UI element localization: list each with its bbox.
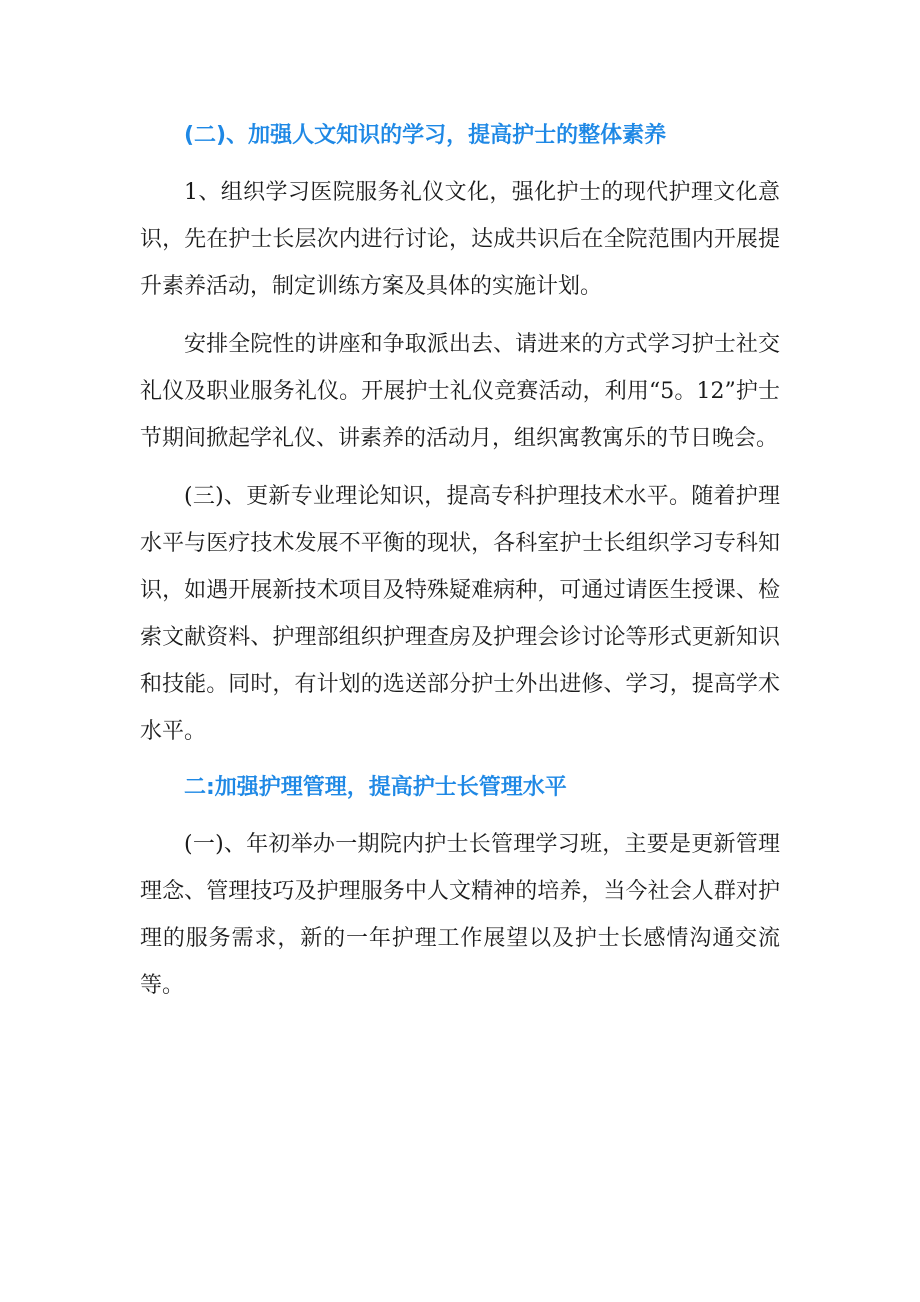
paragraph-lectures-and-contest: 安排全院性的讲座和争取派出去、请进来的方式学习护士社交礼仪及职业服务礼仪。开展护士礼仪竞赛活动，利用“5。12”护士节期间掀起学礼仪、讲素养的活动月，组织寓教寓乐的节日晚会。 — [140, 332, 780, 451]
paragraph-head-nurse-training: (一)、年初举办一期院内护士长管理学习班，主要是更新管理理念、管理技巧及护理服务中人文精神的培养，当今社会人群对护理的服务需求，新的一年护理工作展望以及护士长感情沟通交流等。 — [140, 832, 780, 998]
paragraph-etiquette-training: 1、组织学习医院服务礼仪文化，强化护士的现代护理文化意识，先在护士长层次内进行讨论，达成共识后在全院范围内开展提升素养活动，制定训练方案及具体的实施计划。 — [140, 180, 780, 299]
paragraph-professional-knowledge: (三)、更新专业理论知识，提高专科护理技术水平。随着护理水平与医疗技术发展不平衡的现状，各科室护士长组织学习专科知识，如遇开展新技术项目及特殊疑难病种，可通过请医生授课、检索文献资料、护理部组织护理查房及护理会诊讨论等形式更新知识和技能。同时，有计划的选送部分护士外出进修、学习，提高学术水平。 — [140, 484, 780, 744]
section-heading-management: 二:加强护理管理，提高护士长管理水平 — [184, 775, 567, 800]
document-body — [140, 112, 780, 1009]
section-heading-humanities: (二)、加强人文知识的学习，提高护士的整体素养 — [184, 123, 667, 148]
